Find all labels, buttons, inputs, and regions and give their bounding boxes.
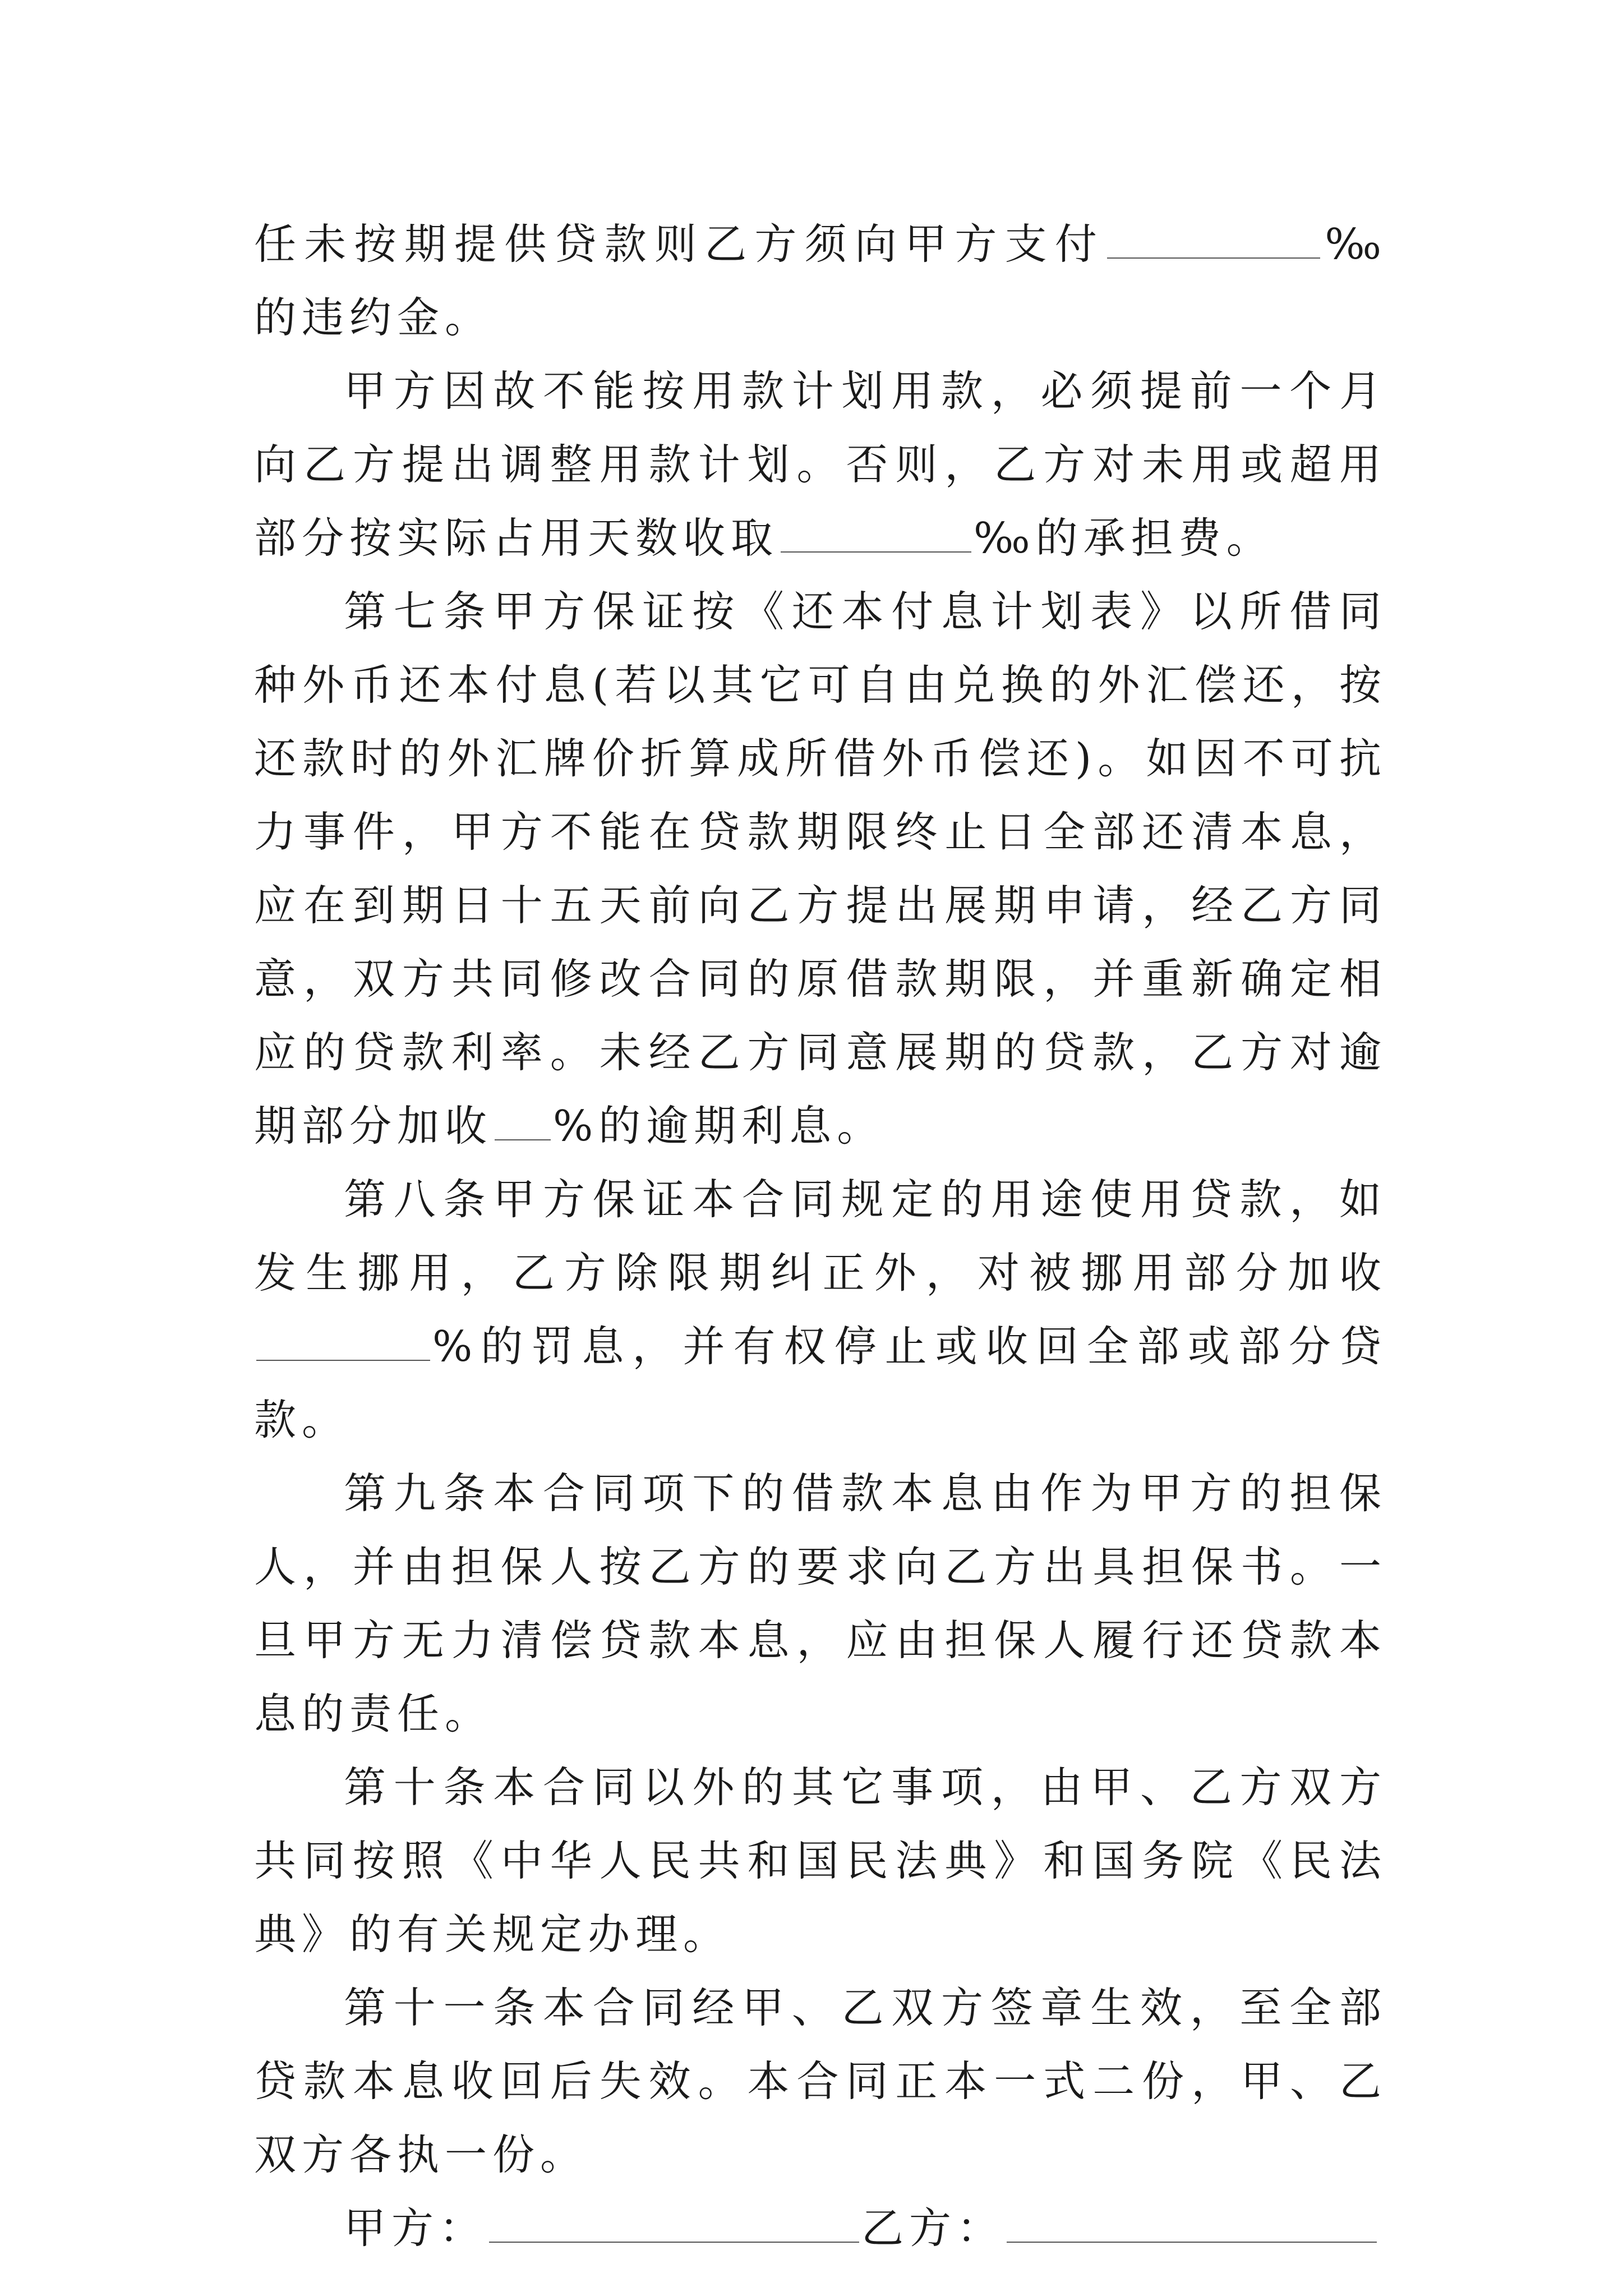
blank-field[interactable] xyxy=(781,512,971,553)
article-8 xyxy=(254,1163,1387,1457)
article-7 xyxy=(254,575,1387,1163)
article-9: 第九条本合同项下的借款本息由作为甲方的担保人，并由担保人按乙方的要求向乙方出具担保书。一旦甲方无力清偿贷款本息，应由担保人履行还贷款本息的责任。 xyxy=(254,1469,1387,1738)
party-b-label: 乙方： xyxy=(861,2203,1005,2253)
paragraph-text: 第七条甲方保证按《还本付息计划表》以所借同种外币还本付息(若以其它可自由兑换的外汇偿还，按还款时的外汇牌价折算成所借外币偿还)。如因不可抗力事件，甲方不能在贷款期限终止日全部还清本息，应在到期日十五天前向乙方提出展期申请，经乙方同意，双方共同修改合同的原借款期限，并重新确定相应的贷款利率。未经乙方同意展期的贷款，乙方对逾期部分加收 xyxy=(254,587,1387,1151)
paragraph-text: %的罚息，并有权停止或收回全部或部分贷款。 xyxy=(254,1322,1387,1444)
blank-field[interactable] xyxy=(495,1100,551,1140)
paragraph-text: %的逾期利息。 xyxy=(553,1101,885,1151)
blank-field[interactable] xyxy=(1107,218,1320,259)
paragraph-text: ‰的违约金。 xyxy=(254,219,1387,342)
article-10: 第十条本合同以外的其它事项，由甲、乙方双方共同按照《中华人民共和国民法典》和国务院《民法典》的有关规定办理。 xyxy=(254,1763,1387,1959)
party-b-signature-field[interactable] xyxy=(1007,2202,1377,2243)
blank-field[interactable] xyxy=(256,1320,430,1361)
signature-line xyxy=(254,2192,1387,2265)
paragraph-text: 甲方因故不能按用款计划用款，必须提前一个月向乙方提出调整用款计划。否则，乙方对未用或超用部分按实际占用天数收取 xyxy=(254,366,1387,563)
document-body xyxy=(254,208,1387,2265)
party-a-label: 甲方： xyxy=(344,2203,487,2253)
paragraph-text: 任未按期提供贷款则乙方须向甲方支付 xyxy=(254,219,1105,269)
paragraph-adjust-plan xyxy=(254,355,1387,575)
paragraph-text: 第八条甲方保证本合同规定的用途使用贷款，如发生挪用，乙方除限期纠正外，对被挪用部分加收 xyxy=(254,1175,1387,1297)
paragraph-text: ‰的承担费。 xyxy=(974,513,1274,563)
article-11: 第十一条本合同经甲、乙双方签章生效，至全部贷款本息收回后失效。本合同正本一式二份，甲、乙双方各执一份。 xyxy=(254,1983,1387,2179)
paragraph-penalty xyxy=(254,208,1387,355)
party-a-signature-field[interactable] xyxy=(489,2202,859,2243)
